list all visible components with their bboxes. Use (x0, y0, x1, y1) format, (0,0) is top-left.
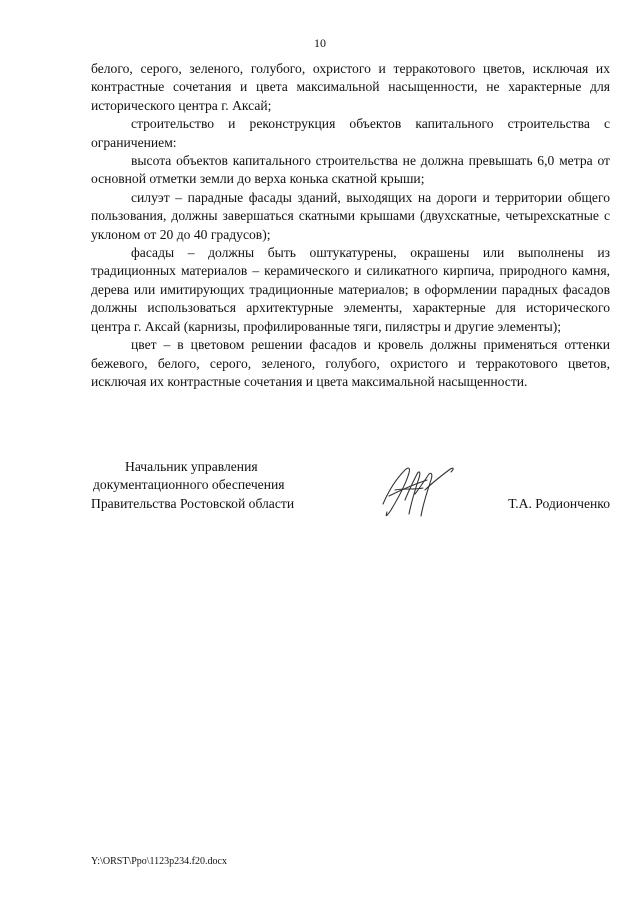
signatory-name: Т.А. Родионченко (508, 495, 610, 511)
paragraph-color: цвет – в цветовом решении фасадов и кровель должны применяться оттенки бежевого, белого, серого, зеленого, голубого, охристого и терракотового цветов, исключая их контрастные сочетания и цвета максимальной насыщенности. (91, 337, 610, 389)
footer-file-path: Y:\ORST\Ppo\1123p234.f20.docx (91, 856, 227, 867)
handwritten-signature (375, 460, 465, 522)
signature-block (91, 458, 610, 528)
paragraph-facades: фасады – должны быть оштукатурены, окрашены или выполнены из традиционных материалов – керамического и силикатного кирпича, природного камня, дерева или имитирующих традиционные материалов; в оформлении парадных фасадов должны использоваться архитектурные элементы, характерные для исторического центра г. Аксай (карнизы, профилированные тяги, пилястры и другие элементы); (91, 245, 610, 334)
paragraph-silhouette: силуэт – парадные фасады зданий, выходящих на дороги и территории общего пользования, должны завершаться скатными крышами (двухскатные, четырехскатные с уклоном от 20 до 40 градусов); (91, 189, 610, 242)
page-number: 10 (314, 36, 326, 50)
paragraph-continuation: белого, серого, зеленого, голубого, охристого и терракотового цветов, исключая их контрастные сочетания и цвета максимальной насыщенности, не характерные для исторического центра г. Аксай; (91, 61, 610, 113)
paragraph-height: высота объектов капитального строительства не должна превышать 6,0 метра от основной отметки земли до верха конька скатной крыши; (91, 153, 610, 187)
signatory-title (91, 458, 351, 513)
signatory-title-line2: документационного обеспечения (93, 477, 285, 493)
signatory-title-line3: Правительства Ростовской области (91, 495, 295, 511)
signatory-title-line1: Начальник управления (125, 459, 258, 474)
document-body (91, 60, 610, 391)
paragraph-construction: строительство и реконструкция объектов капитального строительства с ограничением: (91, 116, 610, 150)
